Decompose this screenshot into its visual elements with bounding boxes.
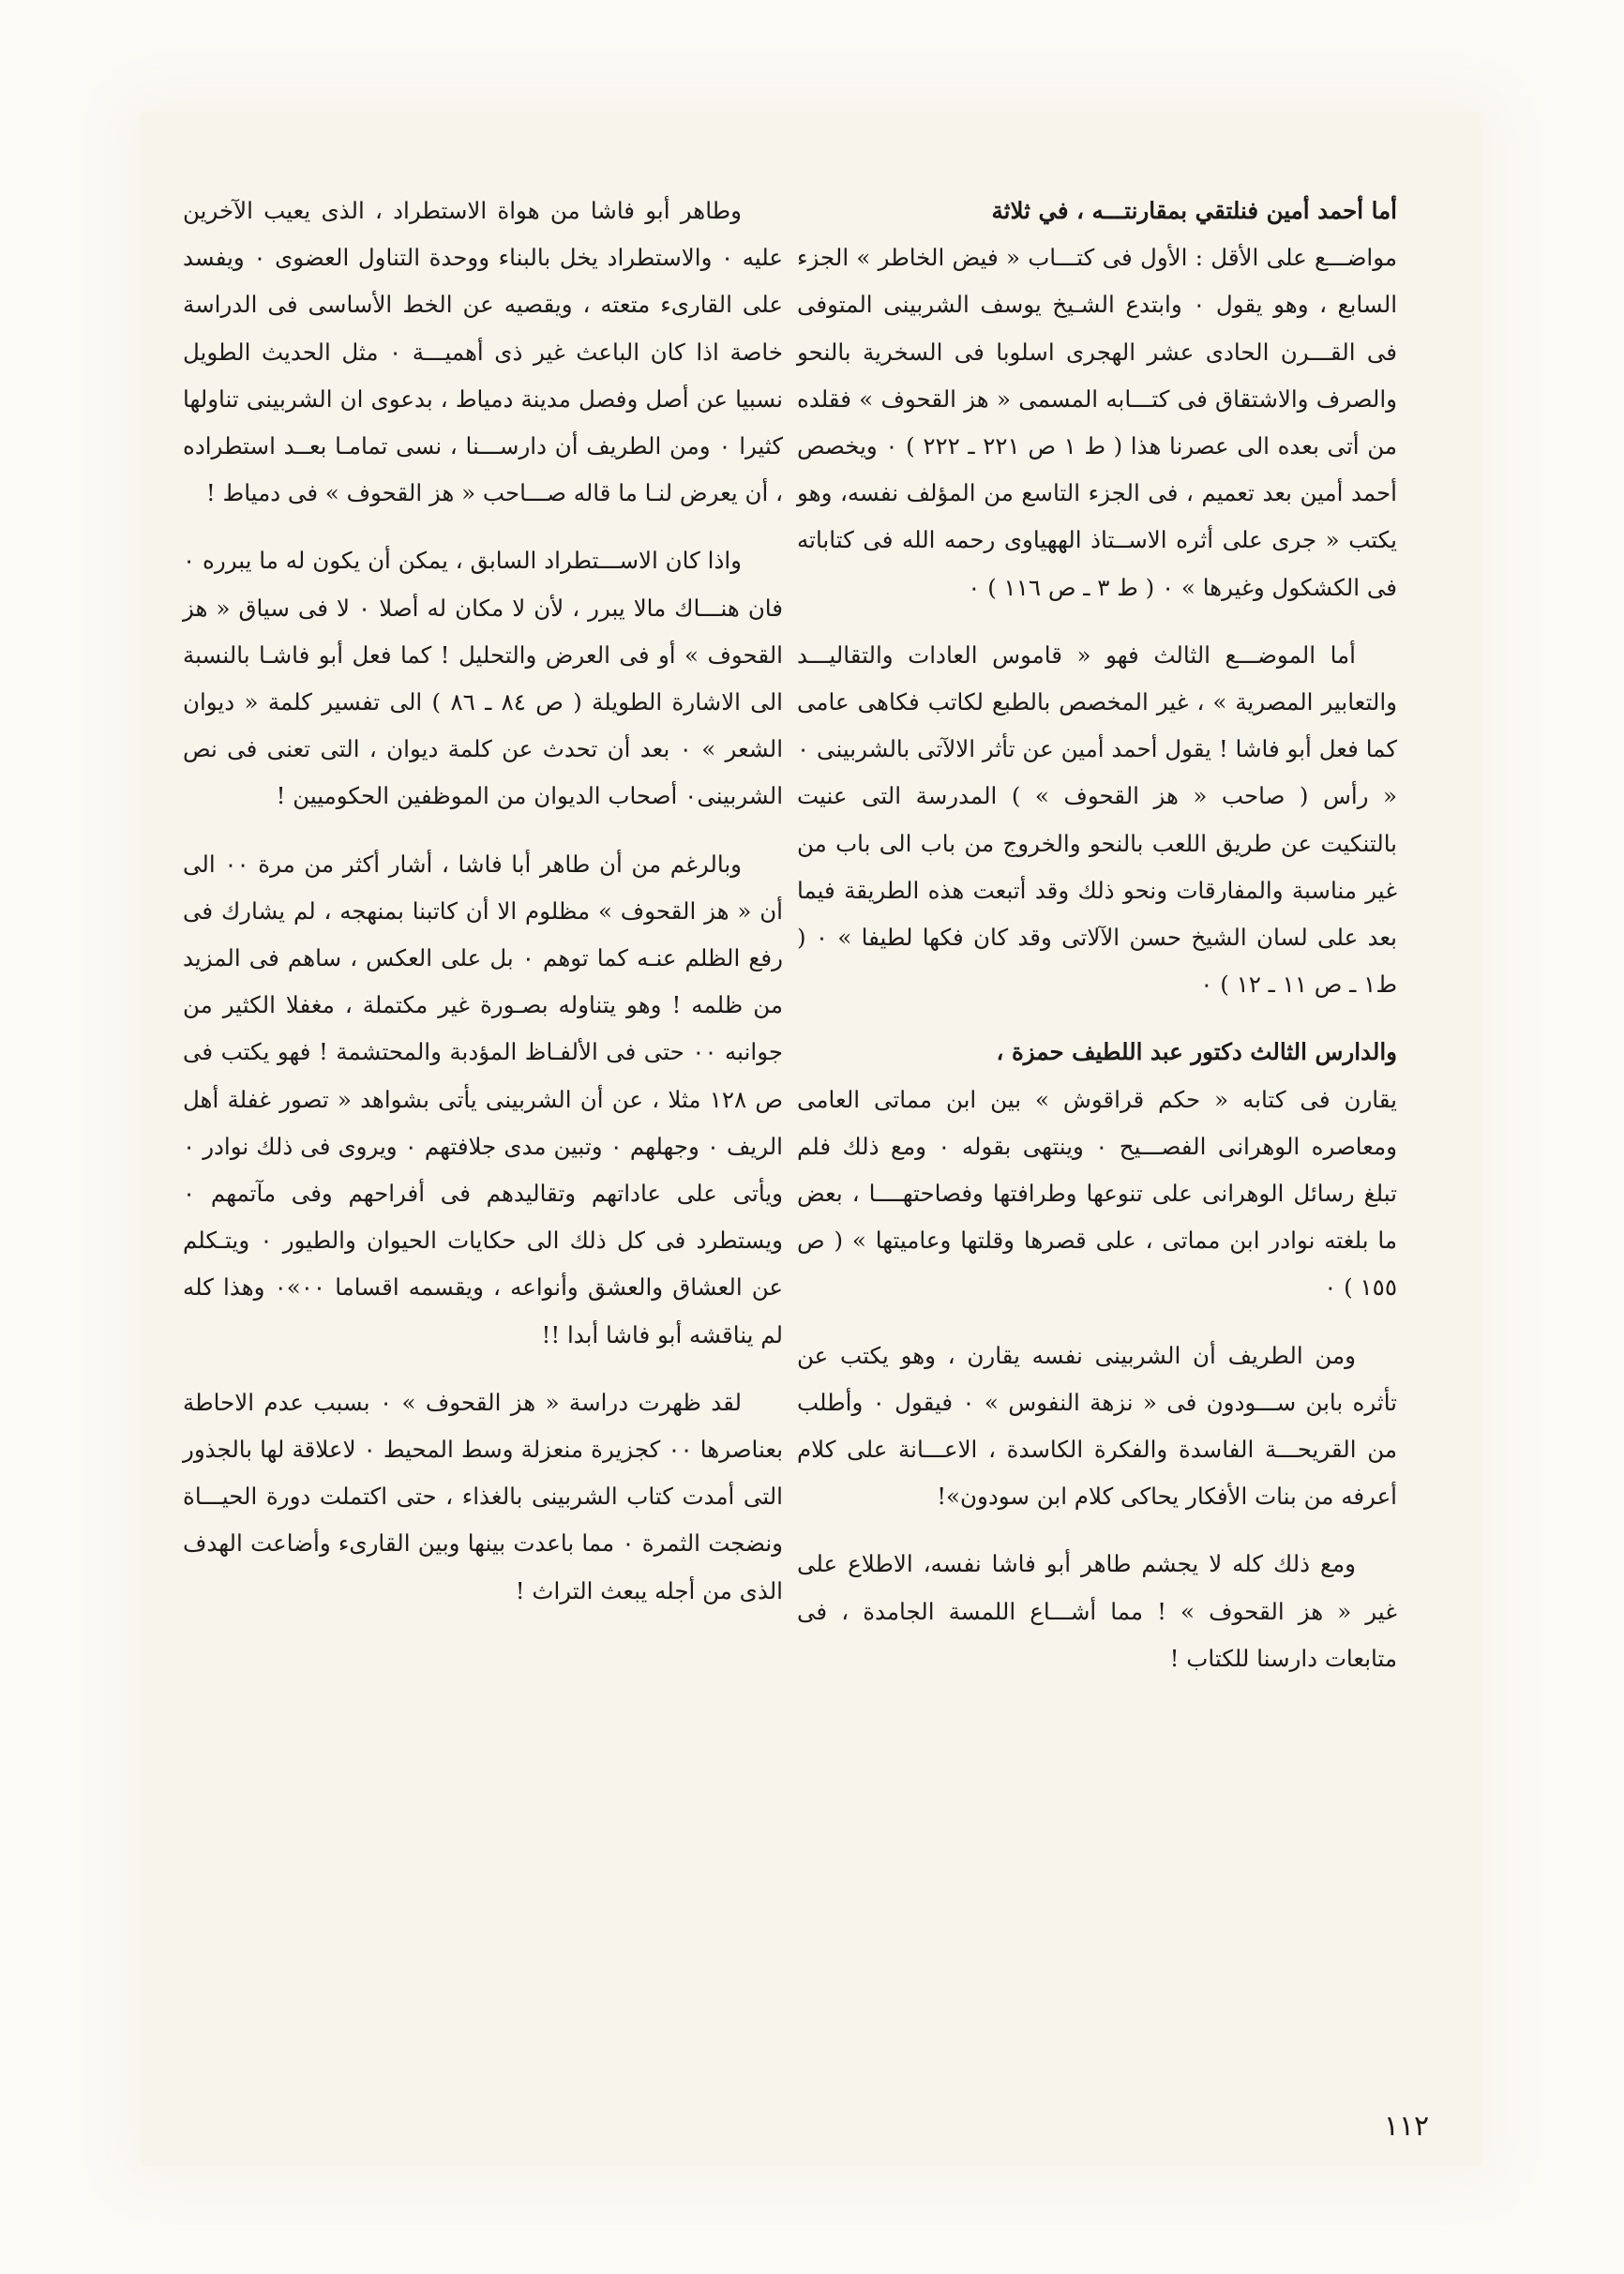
paragraph-despite-mentions: وبالرغم من أن طاهر أبا فاشا ، أشار أكثر من مرة ٠٠ الى أن « هز القحوف » مظلوم الا أن كاتبنا بمنهجه ، لم يشارك فى رفع الظلم عنـه كما توهم ٠ بل على العكس ، ساهم فى المزيد من ظلمه ! وهو يتناوله بصـورة غير مكتملة ، مغفلا الكثير من جوانبه ٠٠ حتى فى الألفـاظ المؤدبة والمحتشمة ! فهو يكتب فى ص ١٢٨ مثلا ، عن أن الشربينى يأتى بشواهد « تصور غفلة أهل الريف ٠ وجهلهم ٠ وتبين مدى جلافتهم ٠ ويروى فى ذلك نوادر ٠ ويأتى على عاداتهم وتقاليدهم فى أفراحهم وفى مآتمهم ٠ ويستطرد فى كل ذلك الى حكايات الحيوان والطيور ٠ ويتـكلم عن العشاق والعشق وأنواعه ، ويقسمه اقساما ٠٠»٠ وهذا كله لم يناقشه أبو فاشا أبدا !! (183, 850, 784, 1348)
paragraph-text: يقارن فى كتابه « حكم قراقوش » بين ابن مماتى العامى ومعاصره الوهرانى الفصـــيح ٠ وينتهى بقوله ٠ ومع ذلك فلم تبلغ رسائل الوهرانى على تنوعها وطرافتها وفصاحتهــــا ، بعض ما بلغته نوادر ابن مماتى ، على قصرها وقلتها وعاميتها » ( ص ١٥٥ ) ٠ (797, 1085, 1398, 1302)
page-number: ١١٢ (1383, 2110, 1430, 2143)
paragraph-digression: وطاهر أبو فاشا من هواة الاستطراد ، الذى يعيب الآخرين عليه ٠ والاستطراد يخل بالبناء ووحدة التناول العضوى ٠ ويفسد على القارىء متعته ، ويقصيه عن الخط الأساسى فى الدراسة خاصة اذا كان الباعث غير ذى أهميـــة ٠ مثل الحديث الطويل نسبيا عن أصل وفصل مدينة دمياط ، بدعوى ان الشربينى تناولها كثيرا ٠ ومن الطريف أن دارســـنا ، نسى تمامـا بعــد استطراده ، أن يعرض لنـا ما قاله صـــاحب « هز القحوف » فى دمياط ! (183, 197, 783, 507)
paragraph-study-appeared: لقد ظهرت دراسة « هز القحوف » ٠ بسبب عدم الاحاطة بعناصرها ٠٠ كجزيرة منعزلة وسط المحيط ٠ لاعلاقة لها بالجذور التى أمدت كتاب الشربينى بالغذاء ، حتى اكتملت دورة الحيـــاة ونضجت الثمرة ٠ مما باعدت بينها وبين القارىء وأضاعت الهدف الذى من أجله يبعث التراث ! (183, 1388, 784, 1604)
paragraph-sherbini-compares: ومن الطريف أن الشربينى نفسه يقارن ، وهو يكتب عن تأثره بابن ســـودون فى « نزهة النفوس » ٠ فيقول ٠ وأطلب من القريحـــة الفاسدة والفكرة الكاسدة ، الاعـــانة على كلام أعرفه من بنات الأفكار يحاكى كلام ابن سودون»! (797, 1341, 1397, 1511)
paragraph-lead-bold: أما أحمد أمين فنلتقي بمقارنتـــه ، في ثلاثة (991, 197, 1397, 224)
paragraph-lead-bold: والدارس الثالث دكتور عبد اللطيف حمزة ، (996, 1038, 1397, 1066)
paragraph-third-place: أما الموضـــع الثالث فهو « قاموس العادات والتقاليـــد والتعابير المصرية » ، غير المخصص بالطبع لكاتب فكاهى عامى كما فعل أبو فاشا ! يقول أحمد أمين عن تأثر الالآتى بالشربينى ٠ « رأس ( صاحب « هز القحوف » ) المدرسة التى عنيت بالتنكيت عن طريق اللعب بالنحو والخروج من باب الى باب من غير مناسبة والمفارقات ونحو ذلك وقد أتبعت هذه الطريقة فيما بعد على لسان الشيخ حسن الآلاتى وقد كان فكها لطيفا » ٠ ( ط١ ـ ص ١١ ـ ١٢ ) ٠ (797, 640, 1397, 999)
paragraph-abdellatif-hamza (797, 1029, 1397, 1311)
left-text-column (183, 188, 783, 1635)
paragraph-ahmad-amin (797, 188, 1397, 611)
paragraph-text: مواضـــع على الأقل : الأول فى كتـــاب « فيض الخاطر » الجزء السابع ، وهو يقول ٠ وابتدع الشـيخ يوسف الشربينى المتوفى فى القـــرن الحادى عشر الهجرى اسلوبا فى السخرية بالنحو والصرف والاشتقاق فى كتـــابه المسمى « هز القحوف » فقلده من أتى بعده الى عصرنا هذا ( ط ١ ص ٢٢١ ـ ٢٢٢ ) ٠ ويخصص أحمد أمين بعد تعميم ، فى الجزء التاسع من المؤلف نفسه، وهو يكتب « جرى على أثره الاســتاذ الههياوى رحمه الله فى كتاباته فى الكشكول وغيرها » ٠ ( ط ٣ ـ ص ١١٦ ) ٠ (797, 244, 1397, 601)
right-text-column (797, 188, 1397, 1703)
paragraph-despite-all: ومع ذلك كله لا يجشم طاهر أبو فاشا نفسه، الاطلاع على غير « هز القحوف » ! مما أشـــاع اللمسة الجامدة ، فى متابعات دارسنا للكتاب ! (797, 1550, 1397, 1672)
paragraph-previous-digression: واذا كان الاســـتطراد السابق ، يمكن أن يكون له ما يبرره ٠ فان هنـــاك مالا يبرر ، لأن لا مكان له أصلا ٠ لا فى سياق « هز القحوف » أو فى العرض والتحليل ! كما فعل أبو فاشـا بالنسبة الى الاشارة الطويلة ( ص ٨٤ ـ ٨٦ ) الى تفسير كلمة « ديوان الشعر » ٠ بعد أن تحدث عن كلمة ديوان ، التى تعنى فى نص الشربينى٠ أصحاب الديوان من الموظفين الحكوميين ! (183, 547, 784, 810)
column-gutter (786, 188, 787, 1979)
